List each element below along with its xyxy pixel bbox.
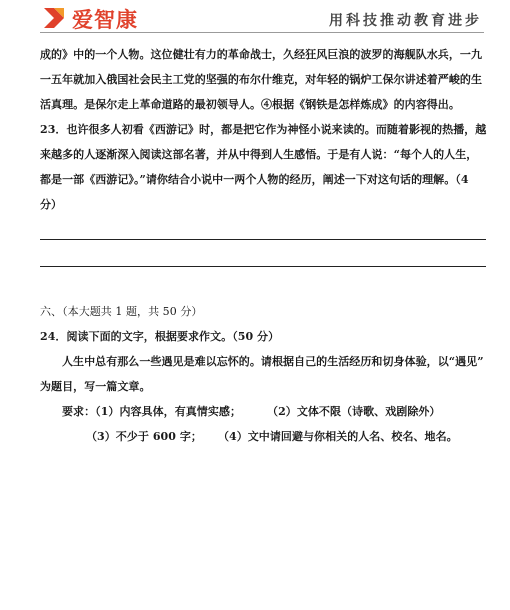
brand-slogan: 用科技推动教育进步 [329,13,482,29]
requirement-1: （1）内容具体，有真情实感； [95,405,242,418]
requirement-4: （4）文中请回避与你相关的人名、校名、地名。 [217,430,458,443]
question-23-line: 分） [40,198,63,211]
requirements-label: 要求： [62,405,96,418]
brand-name: 爱智康 [72,8,138,32]
requirement-3: （3）不少于 600 字； [86,430,202,443]
question-23-line: 来越多的人逐渐深入阅读这部名著，并从中得到人生感悟。于是有人说：“每个人的人生， [40,148,478,161]
header-divider [40,32,484,33]
question-24: 24．阅读下面的文字，根据要求作文。（50 分） [40,330,280,343]
page-header [0,0,510,40]
requirements-line [40,399,488,424]
brand-logo-icon [42,6,66,30]
paragraph-line: 活真理。是保尔走上革命道路的最初领导人。④根据《钢铁是怎样炼成》的内容得出。 [40,98,460,111]
question-23-line: 23．也许很多人初看《西游记》时，都是把它作为神怪小说来读的。而随着影视的热播，越 [40,123,487,136]
requirements-line [40,424,488,449]
essay-prompt-line: 为题目，写一篇文章。 [40,380,151,393]
essay-prompt-line: 人生中总有那么一些遇见是难以忘怀的。请根据自己的生活经历和切身体验，以“遇见” [62,355,484,368]
question-23-line: 都是一部《西游记》。”请你结合小说中一两个人物的经历，阐述一下对这句话的理解。（4 [40,173,469,186]
document-body [40,42,488,449]
requirement-2: （2）文体不限（诗歌、戏剧除外） [267,405,441,418]
paragraph-line: 成的》中的一个人物。这位健壮有力的革命战士，久经狂风巨浪的波罗的海舰队水兵，一九 [40,48,482,61]
paragraph-line: 一五年就加入俄国社会民主工党的坚强的布尔什维克，对年轻的锅炉工保尔讲述着严峻的生 [40,73,482,86]
section-heading: 六、（本大题共 1 题，共 50 分） [40,305,203,318]
